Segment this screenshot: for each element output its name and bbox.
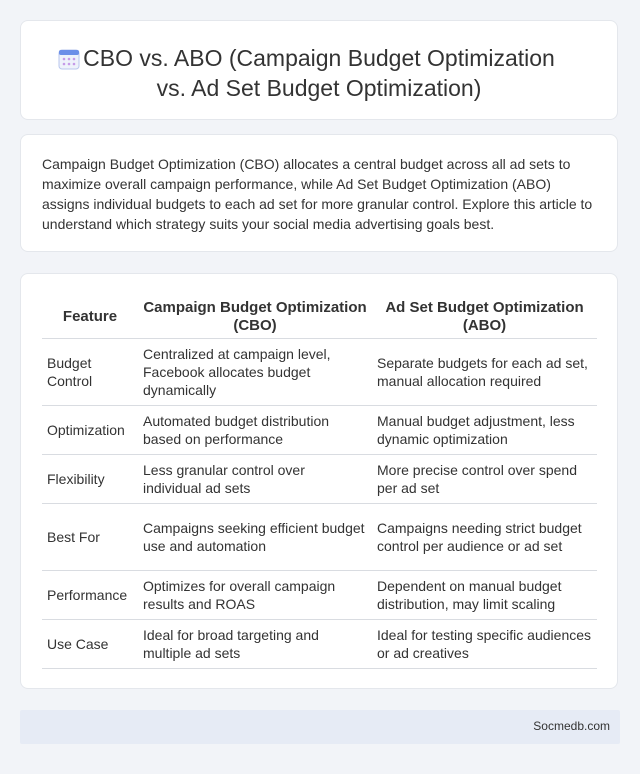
- table-header-row: [42, 290, 597, 339]
- abo-cell: More precise control over spend per ad set: [372, 455, 597, 504]
- abo-cell: Ideal for testing specific audiences or ad creatives: [372, 620, 597, 669]
- header-feature: Feature: [42, 290, 138, 339]
- table-row: [42, 339, 597, 406]
- cbo-cell: Campaigns seeking efficient budget use and automation: [138, 504, 372, 571]
- feature-cell: Budget Control: [42, 339, 138, 406]
- cbo-cell: Less granular control over individual ad sets: [138, 455, 372, 504]
- footer-site-link[interactable]: Socmedb.com: [533, 719, 610, 733]
- feature-cell: Best For: [42, 504, 138, 571]
- cbo-cell: Ideal for broad targeting and multiple ad sets: [138, 620, 372, 669]
- feature-cell: Use Case: [42, 620, 138, 669]
- header-cbo: Campaign Budget Optimization (CBO): [138, 290, 372, 339]
- abo-cell: Separate budgets for each ad set, manual allocation required: [372, 339, 597, 406]
- feature-cell: Optimization: [42, 406, 138, 455]
- header-abo: Ad Set Budget Optimization (ABO): [372, 290, 597, 339]
- abo-cell: Dependent on manual budget distribution, may limit scaling: [372, 571, 597, 620]
- table-row: [42, 571, 597, 620]
- page-title: [21, 43, 617, 103]
- feature-cell: Flexibility: [42, 455, 138, 504]
- cbo-cell: Automated budget distribution based on performance: [138, 406, 372, 455]
- table-row: [42, 455, 597, 504]
- table-row: [42, 504, 597, 571]
- title-line-1: CBO vs. ABO (Campaign Budget Optimization: [83, 45, 555, 71]
- comparison-table: [42, 290, 597, 669]
- abo-cell: Campaigns needing strict budget control per audience or ad set: [372, 504, 597, 571]
- intro-paragraph: Campaign Budget Optimization (CBO) allocates a central budget across all ad sets to maximize overall campaign performance, while Ad Set Budget Optimization (ABO) assigns individual budgets to each ad set for more granular control. Explore this article to understand which strategy suits your social media advertising goals best.: [42, 156, 593, 232]
- table-card: [20, 273, 618, 689]
- title-line-2: vs. Ad Set Budget Optimization): [156, 75, 482, 101]
- cbo-cell: Optimizes for overall campaign results and ROAS: [138, 571, 372, 620]
- title-card: [20, 20, 618, 120]
- table-row: [42, 406, 597, 455]
- table-row: [42, 620, 597, 669]
- feature-cell: Performance: [42, 571, 138, 620]
- abo-cell: Manual budget adjustment, less dynamic optimization: [372, 406, 597, 455]
- footer-bar: [20, 710, 620, 744]
- cbo-cell: Centralized at campaign level, Facebook allocates budget dynamically: [138, 339, 372, 406]
- intro-card: [20, 134, 618, 252]
